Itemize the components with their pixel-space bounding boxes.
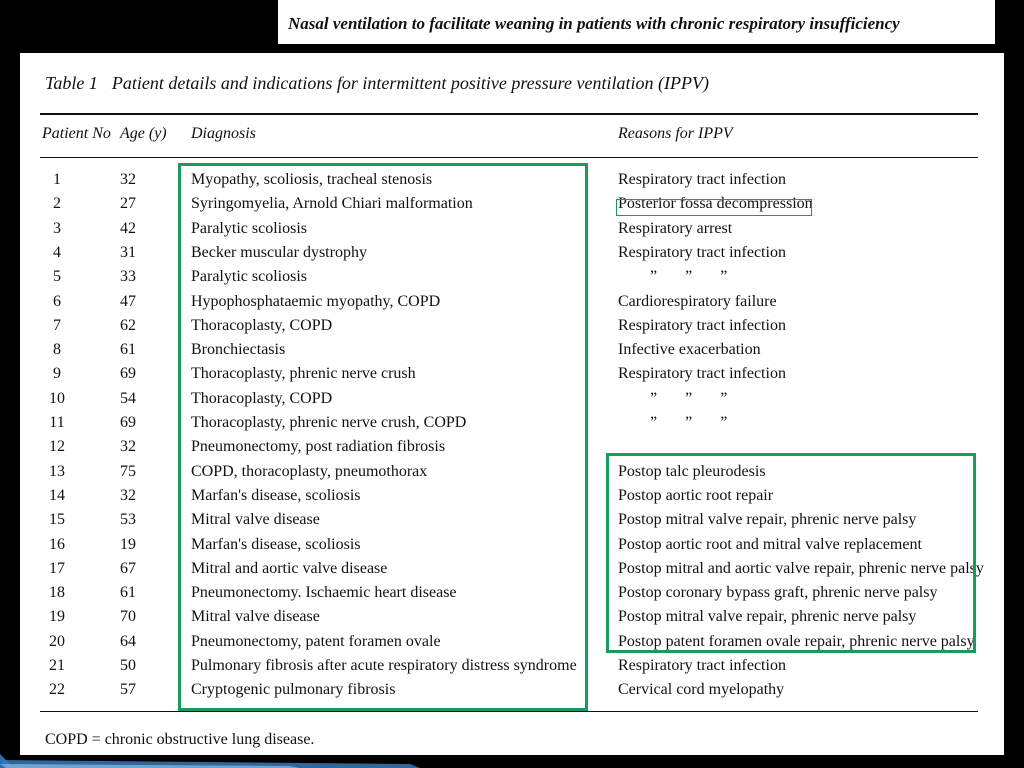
patient-number: 6	[53, 292, 61, 310]
diagnosis-cell: Pneumonectomy, patent foramen ovale	[191, 632, 441, 650]
table-caption-text: Patient details and indications for intermittent positive pressure ventilation (IPPV)	[111, 73, 709, 93]
patient-age: 61	[120, 584, 136, 602]
reason-cell: Respiratory tract infection	[618, 657, 786, 674]
patient-age: 53	[120, 511, 136, 529]
diagnosis-cell: Pneumonectomy, post radiation fibrosis	[191, 438, 446, 456]
patient-number: 16	[49, 535, 65, 553]
diagnosis-cell: Mitral and aortic valve disease	[191, 559, 388, 577]
patient-number: 1	[53, 171, 61, 188]
reason-cell: Infective exacerbation	[618, 341, 761, 359]
diagnosis-cell: Mitral valve disease	[191, 511, 320, 529]
column-header-patient-no: Patient No	[42, 125, 111, 142]
reason-cell: Respiratory tract infection	[618, 171, 786, 188]
diagnosis-cell: COPD, thoracoplasty, pneumothorax	[191, 462, 428, 480]
reason-cell: Cardiorespiratory failure	[618, 292, 777, 310]
diagnosis-cell: Bronchiectasis	[191, 341, 286, 359]
patient-age: 62	[120, 316, 136, 334]
reason-cell: ” ” ”	[650, 389, 728, 407]
patient-number: 19	[49, 608, 65, 626]
diagnosis-cell: Myopathy, scoliosis, tracheal stenosis	[191, 171, 433, 188]
paper-title: Nasal ventilation to facilitate weaning in patients with chronic respiratory insufficiency	[288, 14, 900, 33]
reason-cell: Postop mitral and aortic valve repair, phrenic nerve palsy	[618, 559, 984, 577]
patient-number: 9	[53, 365, 61, 383]
diagnosis-cell: Hypophosphataemic myopathy, COPD	[191, 292, 441, 310]
diagnosis-cell: Thoracoplasty, phrenic nerve crush, COPD	[191, 414, 467, 431]
diagnosis-cell: Paralytic scoliosis	[191, 219, 307, 237]
reason-cell: Respiratory arrest	[618, 219, 733, 237]
patient-age: 32	[120, 438, 136, 456]
patient-age: 31	[120, 243, 136, 261]
patient-age: 42	[120, 219, 136, 237]
reason-cell: Respiratory tract infection	[618, 243, 786, 261]
slide-accent-decoration	[0, 740, 420, 768]
top-rule	[40, 113, 978, 115]
patient-number: 11	[49, 414, 65, 431]
reason-cell: Postop mitral valve repair, phrenic nerve palsy	[618, 608, 917, 626]
column-header-reasons: Reasons for IPPV	[618, 125, 733, 142]
diagnosis-cell: Pulmonary fibrosis after acute respiratory distress syndrome	[191, 657, 577, 674]
reason-cell: Postop patent foramen ovale repair, phrenic nerve palsy	[618, 632, 975, 650]
patient-number: 21	[49, 657, 65, 674]
patient-number: 13	[49, 462, 65, 480]
table-caption	[45, 73, 709, 94]
slide-header	[278, 0, 995, 44]
patient-number: 12	[49, 438, 65, 456]
patient-number: 3	[53, 219, 61, 237]
patient-number: 14	[49, 486, 65, 504]
patient-age: 57	[120, 681, 136, 699]
patient-age: 67	[120, 559, 136, 577]
column-header-diagnosis: Diagnosis	[191, 125, 256, 142]
diagnosis-cell: Thoracoplasty, COPD	[191, 389, 333, 407]
patient-number: 5	[53, 268, 61, 286]
diagnosis-cell: Becker muscular dystrophy	[191, 243, 367, 261]
patient-age: 32	[120, 486, 136, 504]
diagnosis-cell: Marfan's disease, scoliosis	[191, 535, 361, 553]
patient-age: 61	[120, 341, 136, 359]
diagnosis-cell: Mitral valve disease	[191, 608, 320, 626]
patient-number: 2	[53, 195, 61, 213]
column-header-age: Age (y)	[120, 125, 167, 142]
reason-cell: ” ” ”	[650, 268, 728, 286]
reason-cell: Postop coronary bypass graft, phrenic nerve palsy	[618, 584, 938, 602]
patient-age: 69	[120, 414, 136, 431]
diagnosis-cell: Paralytic scoliosis	[191, 268, 307, 286]
reasons-highlight-box	[606, 453, 976, 653]
patient-age: 47	[120, 292, 136, 310]
patient-age: 54	[120, 389, 136, 407]
diagnosis-cell: Syringomyelia, Arnold Chiari malformation	[191, 195, 473, 213]
patient-age: 33	[120, 268, 136, 286]
patient-number: 8	[53, 341, 61, 359]
footnote: COPD = chronic obstructive lung disease.	[45, 731, 315, 748]
patient-age: 70	[120, 608, 136, 626]
patient-age: 32	[120, 171, 136, 188]
diagnosis-cell: Thoracoplasty, COPD	[191, 316, 333, 334]
reason-cell: Postop talc pleurodesis	[618, 462, 766, 480]
table-number: Table 1	[45, 73, 98, 93]
patient-age: 19	[120, 535, 136, 553]
reason-highlight-box-row-2	[616, 199, 812, 216]
reason-cell: Respiratory tract infection	[618, 365, 786, 383]
patient-age: 50	[120, 657, 136, 674]
patient-number: 10	[49, 389, 65, 407]
table-page	[20, 53, 1004, 755]
patient-number: 18	[49, 584, 65, 602]
header-rule	[40, 157, 978, 158]
patient-number: 15	[49, 511, 65, 529]
bottom-rule	[40, 711, 978, 712]
reason-cell: Cervical cord myelopathy	[618, 681, 785, 699]
patient-age: 69	[120, 365, 136, 383]
patient-number: 17	[49, 559, 65, 577]
reason-cell: ” ” ”	[650, 414, 728, 431]
patient-number: 20	[49, 632, 65, 650]
reason-cell: Postop aortic root and mitral valve replacement	[618, 535, 922, 553]
patient-age: 75	[120, 462, 136, 480]
diagnosis-cell: Pneumonectomy. Ischaemic heart disease	[191, 584, 457, 602]
reason-cell: Respiratory tract infection	[618, 316, 786, 334]
diagnosis-highlight-box	[178, 163, 588, 711]
diagnosis-cell: Thoracoplasty, phrenic nerve crush	[191, 365, 416, 383]
patient-age: 27	[120, 195, 136, 213]
patient-number: 7	[53, 316, 61, 334]
diagnosis-cell: Cryptogenic pulmonary fibrosis	[191, 681, 396, 699]
patient-age: 64	[120, 632, 136, 650]
reason-cell: Postop aortic root repair	[618, 486, 774, 504]
reason-cell: Postop mitral valve repair, phrenic nerve palsy	[618, 511, 917, 529]
patient-number: 4	[53, 243, 61, 261]
diagnosis-cell: Marfan's disease, scoliosis	[191, 486, 361, 504]
reason-cell: Posterior fossa decompression	[618, 195, 813, 213]
patient-number: 22	[49, 681, 65, 699]
